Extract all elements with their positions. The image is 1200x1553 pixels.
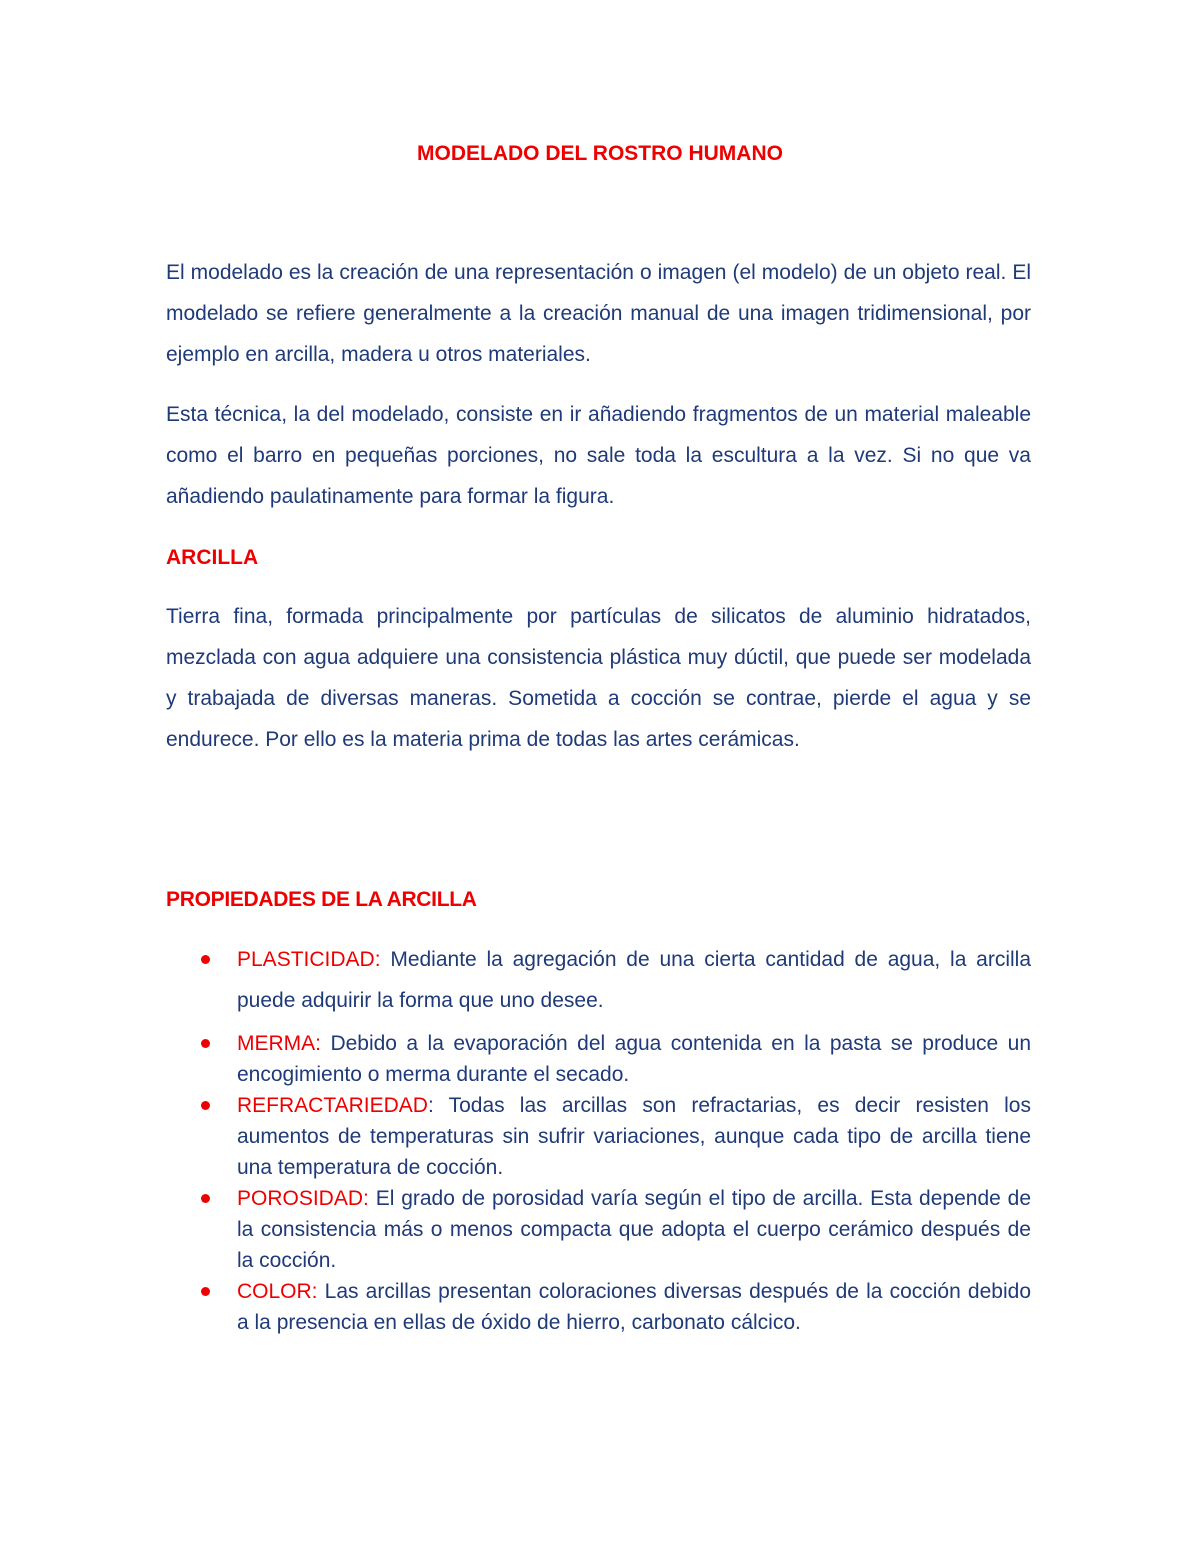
property-description: El grado de porosidad varía según el tipo de arcilla. Esta depende de la consistencia más o menos compacta que adopta el cuerpo cerámico después de la cocción. <box>237 1187 1031 1272</box>
intro-paragraph-2: Esta técnica, la del modelado, consiste en ir añadiendo fragmentos de un material maleable como el barro en pequeñas porciones, no sale toda la escultura a la vez. Si no que va añadiendo paulatinamente para formar la figura. <box>166 403 1031 508</box>
property-term: MERMA: <box>237 1032 321 1055</box>
property-term: COLOR: <box>237 1280 318 1303</box>
property-description: Mediante la agregación de una cierta cantidad de agua, la arcilla puede adquirir la forma que uno desee. <box>237 948 1031 1012</box>
properties-list <box>166 939 1031 1338</box>
property-item-porosidad <box>166 1183 1031 1276</box>
bullet-icon <box>201 955 210 964</box>
bullet-icon <box>201 1101 210 1110</box>
property-term: PLASTICIDAD: <box>237 948 381 971</box>
arcilla-paragraph: Tierra fina, formada principalmente por partículas de silicatos de aluminio hidratados, mezclada con agua adquiere una consistencia plástica muy dúctil, que puede ser modelada y trabajada de diversas maneras. Sometida a cocción se contrae, pierde el agua y se endurece. Por ello es la materia prima de todas las artes cerámicas. <box>166 605 1031 751</box>
property-description: Debido a la evaporación del agua contenida en la pasta se produce un encogimiento o merma durante el secado. <box>237 1032 1031 1086</box>
property-term: REFRACTARIEDAD <box>237 1094 428 1117</box>
property-description: Las arcillas presentan coloraciones diversas después de la cocción debido a la presencia en ellas de óxido de hierro, carbonato cálcico. <box>237 1280 1031 1334</box>
arcilla-heading: ARCILLA <box>166 546 259 569</box>
propiedades-heading: PROPIEDADES DE LA ARCILLA <box>166 888 477 911</box>
document-title: MODELADO DEL ROSTRO HUMANO <box>417 142 783 165</box>
property-item-refractariedad <box>166 1090 1031 1183</box>
property-item-color <box>166 1276 1031 1338</box>
bullet-icon <box>201 1287 210 1296</box>
property-item-merma <box>166 1028 1031 1090</box>
intro-paragraph-1: El modelado es la creación de una representación o imagen (el modelo) de un objeto real. El modelado se refiere generalmente a la creación manual de una imagen tridimensional, por ejemplo en arcilla, madera u otros materiales. <box>166 261 1031 366</box>
property-item-plasticidad <box>166 939 1031 1021</box>
property-description: : Todas las arcillas son refractarias, es decir resisten los aumentos de temperaturas sin sufrir variaciones, aunque cada tipo de arcilla tiene una temperatura de cocción. <box>237 1094 1031 1179</box>
bullet-icon <box>201 1039 210 1048</box>
property-term: POROSIDAD: <box>237 1187 369 1210</box>
bullet-icon <box>201 1194 210 1203</box>
